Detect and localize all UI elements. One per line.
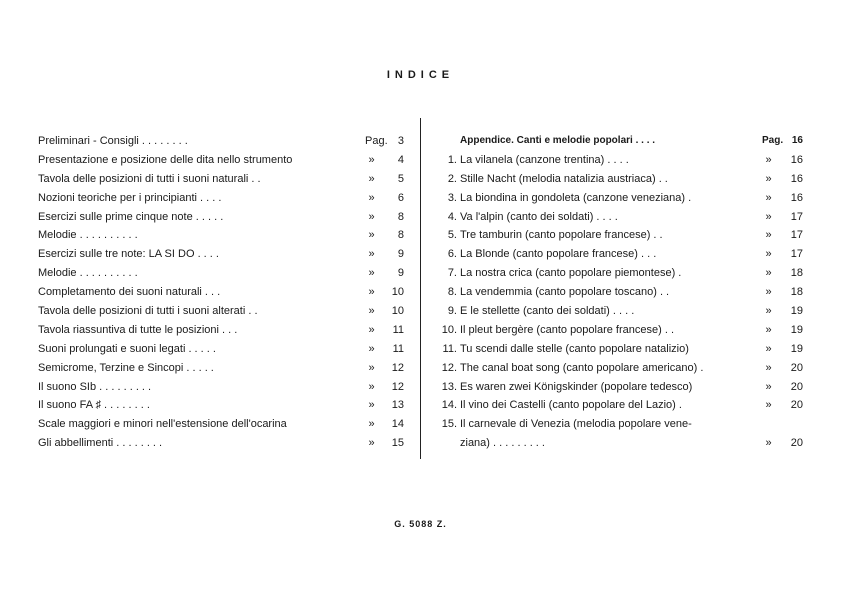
page-marker: » xyxy=(765,361,772,374)
toc-entry xyxy=(440,340,810,359)
toc-entry xyxy=(440,321,810,340)
entry-title: Semicrome, Terzine e Sincopi . . . . . xyxy=(38,361,214,374)
page-marker: » xyxy=(368,418,375,431)
page-marker: » xyxy=(368,399,375,412)
page-number: 18 xyxy=(790,267,803,280)
toc-entry xyxy=(38,170,408,189)
page-number: 19 xyxy=(790,305,803,318)
page-marker: » xyxy=(765,210,772,223)
page-marker: » xyxy=(368,267,375,280)
page-number: 9 xyxy=(397,248,404,261)
toc-entry xyxy=(38,151,408,170)
entry-title: Preliminari - Consigli . . . . . . . . xyxy=(38,135,188,147)
entry-title: Esercizi sulle tre note: LA SI DO . . . . xyxy=(38,248,219,261)
entry-number: 9. xyxy=(447,305,457,318)
toc-entry xyxy=(440,283,810,302)
page-number: 17 xyxy=(790,248,803,261)
toc-entry xyxy=(440,132,810,151)
page-marker: » xyxy=(368,210,375,223)
page-marker: » xyxy=(765,172,772,185)
entry-number: 5. xyxy=(447,229,457,242)
page-number: 20 xyxy=(790,437,803,450)
page-number: 16 xyxy=(790,191,803,204)
entry-number: 15. xyxy=(441,418,457,431)
toc-entry xyxy=(440,151,810,170)
page-number: 10 xyxy=(391,305,404,318)
page-number: 13 xyxy=(391,399,404,412)
page-number: 8 xyxy=(397,229,404,242)
page-marker: » xyxy=(368,380,375,393)
toc-entry xyxy=(440,415,810,434)
toc-entry xyxy=(440,189,810,208)
entry-title: E le stellette (canto dei soldati) . . . . xyxy=(460,305,635,318)
page-number: 8 xyxy=(397,210,404,223)
page-marker: » xyxy=(765,248,772,261)
page-marker: » xyxy=(765,191,772,204)
toc-entry xyxy=(440,359,810,378)
toc-entry xyxy=(38,302,408,321)
page-title: INDICE xyxy=(386,69,455,81)
entry-title: Tre tamburin (canto popolare francese) . . xyxy=(460,229,663,242)
entry-title: La Blonde (canto popolare francese) . . . xyxy=(460,248,657,261)
column-divider xyxy=(420,118,421,459)
entry-number: 7. xyxy=(447,267,457,280)
page-marker: » xyxy=(368,248,375,261)
page-marker: » xyxy=(765,323,772,336)
entry-number: 13. xyxy=(441,380,457,393)
toc-entry xyxy=(440,396,810,415)
entry-number: 8. xyxy=(447,286,457,299)
entry-number: 14. xyxy=(441,399,457,412)
page-marker: » xyxy=(368,323,375,336)
page-marker: » xyxy=(368,153,375,166)
entry-title: Il suono SIb . . . . . . . . . xyxy=(38,380,152,393)
entry-title: Il vino dei Castelli (canto popolare del Lazio) . xyxy=(460,399,682,412)
page-number: 12 xyxy=(391,361,404,374)
catalog-number: G. 5088 Z. xyxy=(394,519,447,529)
entry-title: Il carnevale di Venezia (melodia popolare vene- xyxy=(460,418,692,431)
entry-title: La biondina in gondoleta (canzone veneziana) . xyxy=(460,191,692,204)
page-number: 9 xyxy=(397,267,404,280)
page-number: 16 xyxy=(790,153,803,166)
entry-title: Esercizi sulle prime cinque note . . . . . xyxy=(38,210,224,223)
page-number: 17 xyxy=(790,210,803,223)
page-marker: » xyxy=(765,380,772,393)
page-marker: Pag. xyxy=(762,135,784,146)
entry-title: Melodie . . . . . . . . . . xyxy=(38,229,138,242)
entry-title: Appendice. Canti e melodie popolari . . . . xyxy=(460,135,656,146)
page-marker: » xyxy=(765,399,772,412)
entry-title: Tavola delle posizioni di tutti i suoni naturali . . xyxy=(38,172,261,185)
entry-title: Tu scendi dalle stelle (canto popolare natalizio) xyxy=(460,342,689,355)
toc-entry xyxy=(440,226,810,245)
page-number: 20 xyxy=(790,380,803,393)
entry-number: 4. xyxy=(447,210,457,223)
page-marker: » xyxy=(765,342,772,355)
entry-title: Il suono FA ♯ . . . . . . . . xyxy=(38,399,150,412)
page-number: 20 xyxy=(790,361,803,374)
page-number: 11 xyxy=(392,323,404,336)
page-number: 6 xyxy=(397,191,404,204)
page-number: 16 xyxy=(790,172,803,185)
page-number: 18 xyxy=(790,286,803,299)
page-marker: » xyxy=(368,286,375,299)
toc-entry xyxy=(38,283,408,302)
page-marker: » xyxy=(765,305,772,318)
entry-title: La vendemmia (canto popolare toscano) . . xyxy=(460,286,670,299)
toc-entry xyxy=(38,378,408,397)
page-marker: » xyxy=(368,361,375,374)
toc-entry xyxy=(440,264,810,283)
entry-title: Presentazione e posizione delle dita nello strumento xyxy=(38,153,293,166)
toc-entry xyxy=(38,264,408,283)
entry-title: Tavola delle posizioni di tutti i suoni alterati . . xyxy=(38,305,258,318)
page-number: 14 xyxy=(391,418,404,431)
entry-title: Es waren zwei Königskinder (popolare tedesco) xyxy=(460,380,693,393)
page-number: 16 xyxy=(791,135,803,146)
page-marker: » xyxy=(368,305,375,318)
page-number: 19 xyxy=(790,342,803,355)
entry-number: 1. xyxy=(447,153,457,166)
entry-title: The canal boat song (canto popolare americano) . xyxy=(460,361,704,374)
page-number: 11 xyxy=(392,342,404,355)
page-marker: Pag. xyxy=(365,135,388,147)
toc-entry xyxy=(440,302,810,321)
page-marker: » xyxy=(765,437,772,450)
toc-entry xyxy=(38,434,408,453)
entry-title: Melodie . . . . . . . . . . xyxy=(38,267,138,280)
page-number: 3 xyxy=(397,135,404,147)
entry-number: 6. xyxy=(447,248,457,261)
page-marker: » xyxy=(765,286,772,299)
toc-entry xyxy=(38,415,408,434)
entry-number: 2. xyxy=(447,172,457,185)
toc-entry xyxy=(38,340,408,359)
toc-left-column xyxy=(38,132,408,453)
page-marker: » xyxy=(765,229,772,242)
entry-title: Suoni prolungati e suoni legati . . . . . xyxy=(38,342,216,355)
entry-number: 12. xyxy=(441,361,457,374)
entry-title: Scale maggiori e minori nell'estensione dell'ocarina xyxy=(38,418,287,431)
page-marker: » xyxy=(368,342,375,355)
page-number: 19 xyxy=(790,323,803,336)
entry-title: Nozioni teoriche per i principianti . . . . xyxy=(38,191,222,204)
page-marker: » xyxy=(765,267,772,280)
page-number: 20 xyxy=(790,399,803,412)
toc-entry xyxy=(440,434,810,453)
page-number: 10 xyxy=(391,286,404,299)
page-number: 12 xyxy=(391,380,404,393)
entry-title: Stille Nacht (melodia natalizia austriaca) . . xyxy=(460,172,668,185)
toc-entry xyxy=(440,245,810,264)
page-number: 4 xyxy=(397,153,404,166)
toc-entry xyxy=(38,208,408,227)
toc-entry xyxy=(440,170,810,189)
page-marker: » xyxy=(765,153,772,166)
page-marker: » xyxy=(368,229,375,242)
toc-entry xyxy=(38,132,408,151)
entry-title: Il pleut bergère (canto popolare francese) . . xyxy=(460,323,675,336)
toc-entry xyxy=(440,208,810,227)
entry-title: ziana) . . . . . . . . . xyxy=(460,437,545,450)
toc-entry xyxy=(440,378,810,397)
toc-right-column xyxy=(440,132,810,453)
entry-title: La vilanela (canzone trentina) . . . . xyxy=(460,153,629,166)
toc-entry xyxy=(38,396,408,415)
toc-entry xyxy=(38,226,408,245)
page-marker: » xyxy=(368,172,375,185)
page-number: 15 xyxy=(391,437,404,450)
entry-title: Va l'alpin (canto dei soldati) . . . . xyxy=(460,210,618,223)
page-number: 17 xyxy=(790,229,803,242)
page-number: 5 xyxy=(397,172,404,185)
entry-number: 10. xyxy=(441,323,457,336)
toc-entry xyxy=(38,189,408,208)
page-marker: » xyxy=(368,437,375,450)
entry-title: La nostra crica (canto popolare piemontese) . xyxy=(460,267,682,280)
entry-title: Completamento dei suoni naturali . . . xyxy=(38,286,221,299)
entry-number: 3. xyxy=(447,191,457,204)
entry-title: Tavola riassuntiva di tutte le posizioni . . . xyxy=(38,323,238,336)
toc-entry xyxy=(38,245,408,264)
entry-title: Gli abbellimenti . . . . . . . . xyxy=(38,437,163,450)
entry-number: 11. xyxy=(442,342,457,355)
page-marker: » xyxy=(368,191,375,204)
toc-entry xyxy=(38,321,408,340)
toc-entry xyxy=(38,359,408,378)
